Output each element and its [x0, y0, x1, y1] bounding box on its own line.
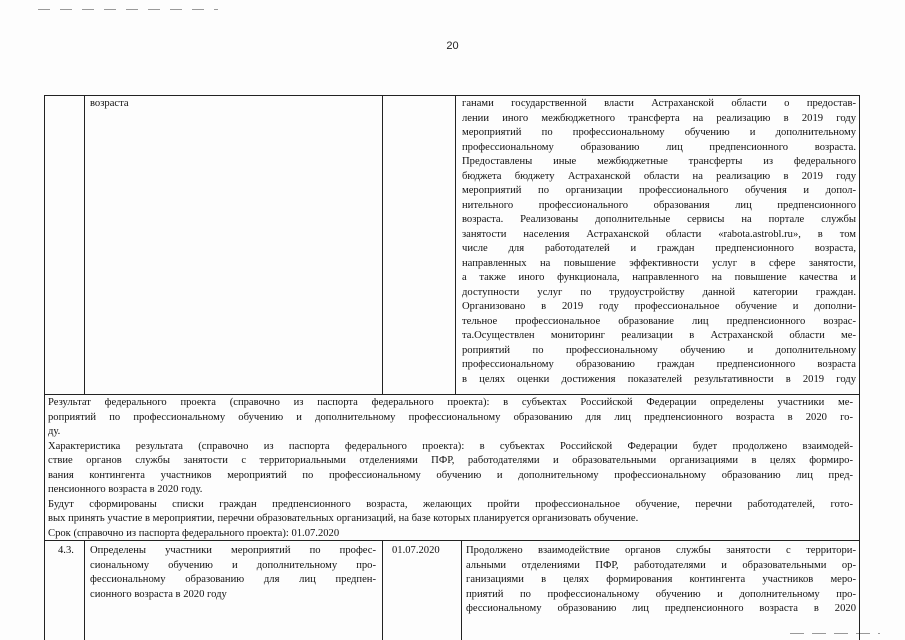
text-line: бюджета бюджету Астраханской области на реализацию в 2019 году: [462, 170, 856, 182]
row-4-3-date: 01.07.2020: [392, 545, 440, 556]
page-number: 20: [446, 40, 459, 52]
text-line: занятости населения Астраханской области «rabota.astrobl.ru», в том: [462, 228, 856, 240]
text-line: фессиональному образованию лиц предпенсионного возраста в 2020: [466, 603, 856, 614]
text-line: направленных на повышение эффективности услуг в сфере занятости,: [462, 257, 856, 269]
text-line: Определены участники мероприятий по профес-: [90, 545, 376, 556]
text-line: сиональному обучению и дополнительному про-: [90, 559, 376, 571]
text-line: ганизациями в целях формирования контингента участников меро-: [466, 574, 856, 585]
row-top-description: [462, 97, 856, 387]
row-divider-result-top: [44, 394, 860, 395]
text-line: ганами государственной власти Астраханской области о предостав-: [462, 98, 856, 109]
col-divider-date-bottom: [461, 540, 462, 640]
table-border-top: [44, 95, 860, 96]
text-line: Результат федерального проекта (справочно из паспорта федерального проекта): в субъектах Российской Федерации определены участники ме-: [48, 397, 853, 408]
text-line: роприятий по профессиональному обучению и дополнительному профессиональному образованию для лиц предпенсионного возраста в 2020 го-: [48, 411, 853, 423]
col-divider-name-top: [382, 95, 383, 394]
text-line: профессиональному образованию лиц предпенсионного возраста.: [462, 141, 856, 153]
text-line: Предоставлены иные межбюджетные трансферты из федерального: [462, 156, 856, 167]
col-divider-date-top: [455, 95, 456, 394]
text-line: пенсионного возраста в 2020 году.: [48, 484, 203, 495]
row-4-3-description: [466, 544, 856, 617]
text-line: возраста. Реализованы дополнительные сервисы на портале службы: [462, 214, 856, 225]
table-border-right: [859, 95, 860, 640]
text-line: мероприятий по организации профессионального обучения и допол-: [462, 185, 856, 196]
row-top-name: возраста: [90, 98, 129, 109]
project-result-text: [48, 396, 853, 541]
text-line: приятий по профессиональному обучению и дополнительному про-: [466, 588, 856, 600]
text-line: вания контингента участников мероприятий по профессиональному обучению и дополнительному профессиональному образованию лиц пред-: [48, 469, 853, 481]
text-line: роприятий по профессиональному обучению и дополнительному: [462, 344, 856, 356]
row-4-3-number: 4.3.: [58, 545, 74, 556]
text-line: ствие органов службы занятости с территориальными отделениями ПФР, работодателями и образовательными организациями в целях формиро-: [48, 455, 853, 466]
text-line: лении иного межбюджетного трансферта на реализацию в 2019 году: [462, 112, 856, 124]
row-4-3-name: [90, 544, 376, 602]
text-line: сионного возраста в 2020 году: [90, 588, 227, 600]
text-line: вых принять участие в мероприятии, перечни образовательных организаций, на базе которых планируется организовать обучение.: [48, 513, 639, 524]
text-line: профессиональному образованию граждан предпенсионного возраста: [462, 359, 856, 370]
text-line: Продолжено взаимодействие органов службы занятости с территори-: [466, 545, 856, 556]
table-border-left: [44, 95, 45, 640]
text-line: та.Осуществлен мониторинг реализации в Астраханской области ме-: [462, 330, 856, 341]
col-divider-number-top: [84, 95, 85, 394]
text-line: доступности услуг по трудоустройству данной категории граждан.: [462, 286, 856, 298]
text-line: мероприятий по профессиональному обучению и дополнительному: [462, 127, 856, 138]
col-divider-number-bottom: [84, 540, 85, 640]
text-line: Организовано в 2019 году профессиональное обучение и дополни-: [462, 301, 856, 312]
text-line: ду.: [48, 426, 61, 437]
text-line: в целях оценки достижения показателей результативности в 2019 году: [462, 373, 856, 385]
text-line: альными отделениями ПФР, работодателями и образовательными ор-: [466, 559, 856, 571]
text-line: а также иного функционала, направленного на повышение качества и: [462, 272, 856, 283]
text-line: фессиональному образованию для лиц предпен-: [90, 574, 376, 585]
text-line: тельное профессиональное образование лиц предпенсионного возрас-: [462, 315, 856, 327]
text-line: Характеристика результата (справочно из паспорта федерального проекта): в субъектах Российской Федерации будет продолжено взаимодей-: [48, 440, 853, 452]
scan-artifact-top: [38, 9, 218, 10]
text-line: Будут сформированы списки граждан предпенсионного возраста, желающих пройти профессиональное обучение, перечни работодателей, гото-: [48, 498, 853, 510]
col-divider-name-bottom: [382, 540, 383, 640]
text-line: Срок (справочно из паспорта федерального проекта): 01.07.2020: [48, 527, 340, 539]
scan-artifact-bottom-right: [790, 633, 880, 634]
text-line: числе для работодателей и граждан предпенсионного возраста,: [462, 243, 856, 254]
text-line: нительного профессионального образования лиц предпенсионного: [462, 199, 856, 211]
